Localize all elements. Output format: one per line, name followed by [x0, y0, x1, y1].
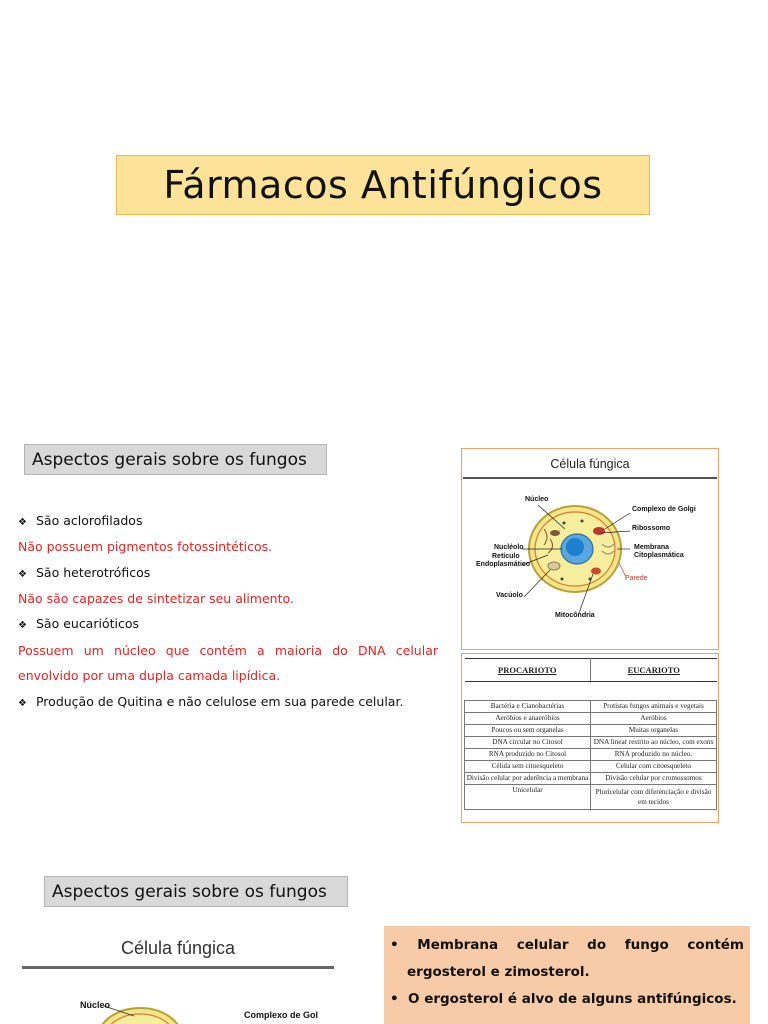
bullet-note: Não são capazes de sintetizar seu alimento.: [18, 591, 294, 606]
label-reticulo: Retículo: [492, 553, 520, 560]
table-row: [465, 749, 717, 761]
bullet-item: [18, 508, 438, 536]
table-cell: Pluricelular com diferenciação e divisão em tecidos: [591, 785, 717, 810]
table-row: [465, 713, 717, 725]
bullet-item: [18, 689, 438, 717]
diamond-bullet-icon: ❖: [18, 569, 27, 580]
bullet-item: [18, 560, 438, 588]
diamond-bullet-icon: ❖: [18, 620, 27, 631]
info-line: ergosterol e zimosterol.: [407, 964, 590, 980]
label-parede: Parede: [625, 575, 648, 582]
table-cell: Aeróbios: [591, 713, 717, 725]
table-cell: Divisão celular por cromossomos: [591, 773, 717, 785]
table-cell: Célula sem citoesqueleto: [465, 761, 591, 773]
label-membrana: Membrana: [634, 544, 670, 551]
diamond-bullet-icon: ❖: [18, 698, 27, 709]
bullet-note: Não possuem pigmentos fotossintéticos.: [18, 539, 273, 554]
info-text: O ergosterol é alvo de alguns antifúngicos.: [408, 991, 737, 1007]
table-cell: Aeróbios e anaeróbios: [465, 713, 591, 725]
table-cell: Muitas organelas: [591, 725, 717, 737]
page-title: Fármacos Antifúngicos: [163, 163, 603, 207]
info-box: [384, 926, 750, 1024]
bullet-item: [18, 611, 438, 639]
label-citoplasmatica: Citoplasmática: [634, 552, 684, 559]
table-row: [465, 785, 717, 810]
comparison-table-panel: [461, 653, 719, 823]
figure-title: Célula fúngica: [550, 457, 630, 471]
title-box: [116, 155, 650, 215]
table-cell: DNA linear restrito ao núcleo, com exons: [591, 737, 717, 749]
label-golgi: Complexo de Golgi: [632, 506, 696, 513]
comparison-table: [464, 658, 717, 810]
section-header: Aspectos gerais sobre os fungos: [44, 876, 348, 907]
table-cell: Unicelular: [465, 785, 591, 810]
table-cell: DNA circular no Citosol: [465, 737, 591, 749]
bullet-text: São heterotróficos: [35, 565, 151, 580]
table-cell: Divisão celular por aderência a membrana: [465, 773, 591, 785]
label-golgi: Complexo de Gol: [244, 1010, 319, 1020]
info-line: • O ergosterol é alvo de alguns antifúngicos.: [390, 991, 737, 1007]
bullet-note: Possuem um núcleo que contém a maioria do DNA celular: [18, 643, 438, 658]
label-mitocondria: Mitocôndria: [555, 612, 595, 619]
label-nucleo: Núcleo: [80, 1000, 111, 1010]
figure-rule: [22, 966, 334, 969]
info-line: • Membrana celular do fungo contém: [390, 937, 744, 953]
label-nucleo: Núcleo: [525, 496, 549, 503]
table-cell: Protistas fungos animais e vegetais: [591, 701, 717, 713]
bullet-text: São aclorofilados: [35, 513, 143, 528]
bullet-note: envolvido por uma dupla camada lipídica.: [18, 668, 281, 683]
label-nucleolo: Nucléolo: [494, 544, 524, 551]
table-row: [465, 701, 717, 713]
bullet-text: São eucarióticos: [35, 616, 140, 631]
table-row: [465, 725, 717, 737]
table-header: PROCARIOTO: [465, 659, 591, 682]
label-vacuolo: Vacúolo: [496, 592, 523, 599]
table-row: [465, 761, 717, 773]
cell-figure: [461, 448, 719, 650]
info-text: Membrana celular do fungo contém: [417, 937, 744, 953]
bullet-text: Produção de Quitina e não celulose em sua parede celular.: [35, 694, 404, 709]
section-header: Aspectos gerais sobre os fungos: [24, 444, 327, 475]
label-ribossomo: Ribossomo: [632, 525, 671, 532]
diamond-bullet-icon: ❖: [18, 517, 27, 528]
table-header: EUCARIOTO: [591, 659, 717, 682]
table-row: [465, 773, 717, 785]
figure-title: Célula fúngica: [120, 938, 236, 958]
table-cell: RNA produzido no Citosol: [465, 749, 591, 761]
label-endoplasmatico: Endoplasmático: [476, 561, 531, 568]
table-cell: RNA produzido no núcleo.: [591, 749, 717, 761]
table-cell: Celular com citoesqueleto: [591, 761, 717, 773]
table-cell: Poucos ou sem organelas: [465, 725, 591, 737]
table-cell: Bactéria e Cianobactérias: [465, 701, 591, 713]
table-row: [465, 737, 717, 749]
